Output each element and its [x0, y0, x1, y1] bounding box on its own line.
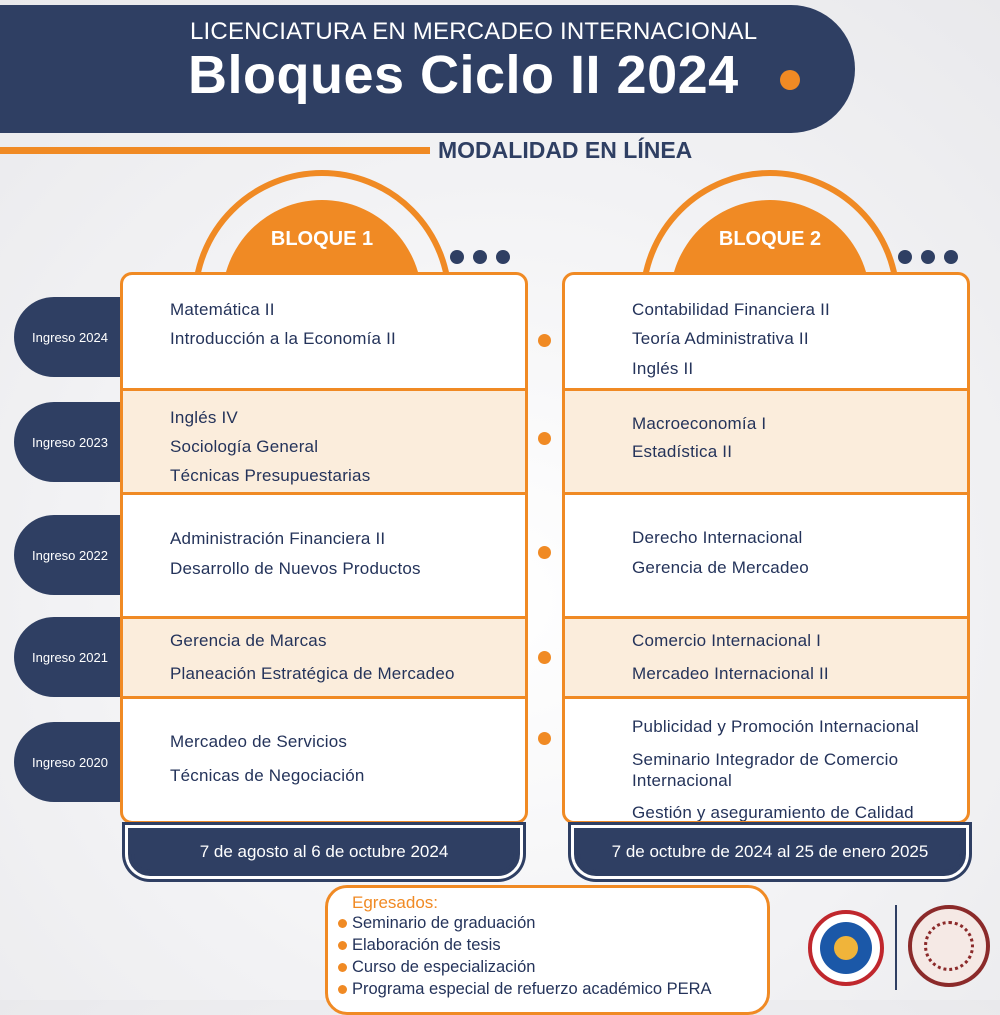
bloque2-row-2020 [565, 696, 967, 824]
bloque2-label: BLOQUE 2 [718, 228, 822, 250]
bloque1-row-2023 [123, 388, 525, 494]
egresados-item [338, 914, 535, 933]
bloque2-row-2023 [565, 388, 967, 494]
course: Planeación Estratégica de Mercadeo [170, 664, 455, 683]
bloque1-panel [120, 272, 528, 824]
egresados-item [338, 936, 501, 955]
course: Gestión y aseguramiento de Calidad [632, 803, 914, 822]
program-subtitle: LICENCIATURA EN MERCADEO INTERNACIONAL [190, 18, 758, 45]
egresados-item [338, 958, 535, 977]
egresados-item-label: Seminario de graduación [352, 914, 536, 932]
course: Derecho Internacional [632, 528, 803, 547]
bloque2-dates: 7 de octubre de 2024 al 25 de enero 2025 [574, 828, 966, 876]
row-marker-dot [538, 546, 551, 559]
egresados-item-label: Curso de especialización [352, 958, 536, 976]
course: Gerencia de Marcas [170, 631, 327, 650]
ingreso-2023-pill: Ingreso 2023 [14, 402, 126, 482]
ingreso-2021-pill: Ingreso 2021 [14, 617, 126, 697]
course: Sociología General [170, 437, 319, 456]
course: Técnicas Presupuestarias [170, 466, 371, 485]
bloque2-dots-icon [898, 250, 958, 264]
bullet-icon [338, 919, 347, 928]
course: Matemática II [170, 300, 275, 319]
row-marker-dot [538, 651, 551, 664]
bloque1-dots-icon [450, 250, 510, 264]
course: Desarrollo de Nuevos Productos [170, 559, 421, 578]
course: Seminario Integrador de Comercio Internacional [632, 750, 899, 790]
course: Introducción a la Economía II [170, 329, 396, 348]
orange-divider [0, 147, 430, 154]
bullet-icon [338, 941, 347, 950]
bullet-icon [338, 963, 347, 972]
course: Técnicas de Negociación [170, 766, 365, 785]
faculty-logo-gear-icon [834, 936, 858, 960]
egresados-item-label: Programa especial de refuerzo académico PERA [352, 980, 712, 998]
bloque1-row-2024 [123, 275, 525, 390]
egresados-item [338, 980, 712, 999]
ingreso-2020-pill: Ingreso 2020 [14, 722, 126, 802]
row-marker-dot [538, 334, 551, 347]
bloque2-row-2024 [565, 275, 967, 390]
course: Inglés IV [170, 408, 238, 427]
bloque1-dates: 7 de agosto al 6 de octubre 2024 [128, 828, 520, 876]
page-title: Bloques Ciclo II 2024 [188, 45, 739, 105]
course: Contabilidad Financiera II [632, 300, 830, 319]
ingreso-2022-pill: Ingreso 2022 [14, 515, 126, 595]
modalidad-label: MODALIDAD EN LÍNEA [438, 137, 693, 163]
bloque2-row-2021 [565, 616, 967, 698]
row-marker-dot [538, 432, 551, 445]
logo-separator [895, 905, 897, 990]
course: Teoría Administrativa II [632, 329, 809, 348]
bloque1-row-2022 [123, 492, 525, 618]
course: Mercadeo de Servicios [170, 732, 348, 751]
bloque2-row-2022 [565, 492, 967, 618]
course: Estadística II [632, 442, 733, 461]
course: Comercio Internacional I [632, 631, 822, 650]
title-accent-dot [780, 70, 800, 90]
course: Mercadeo Internacional II [632, 664, 829, 683]
row-marker-dot [538, 732, 551, 745]
course: Gerencia de Mercadeo [632, 558, 809, 577]
course: Publicidad y Promoción Internacional [632, 717, 919, 736]
bloque1-row-2021 [123, 616, 525, 698]
bloque1-label: BLOQUE 1 [270, 228, 374, 250]
course: Macroeconomía I [632, 414, 767, 433]
egresados-item-label: Elaboración de tesis [352, 936, 501, 954]
course: Inglés II [632, 359, 694, 378]
course: Administración Financiera II [170, 529, 386, 548]
egresados-title: Egresados: [352, 893, 438, 912]
ingreso-2024-pill: Ingreso 2024 [14, 297, 126, 377]
university-seal-inner [924, 921, 974, 971]
bloque2-panel [562, 272, 970, 824]
bloque1-row-2020 [123, 696, 525, 824]
bullet-icon [338, 985, 347, 994]
